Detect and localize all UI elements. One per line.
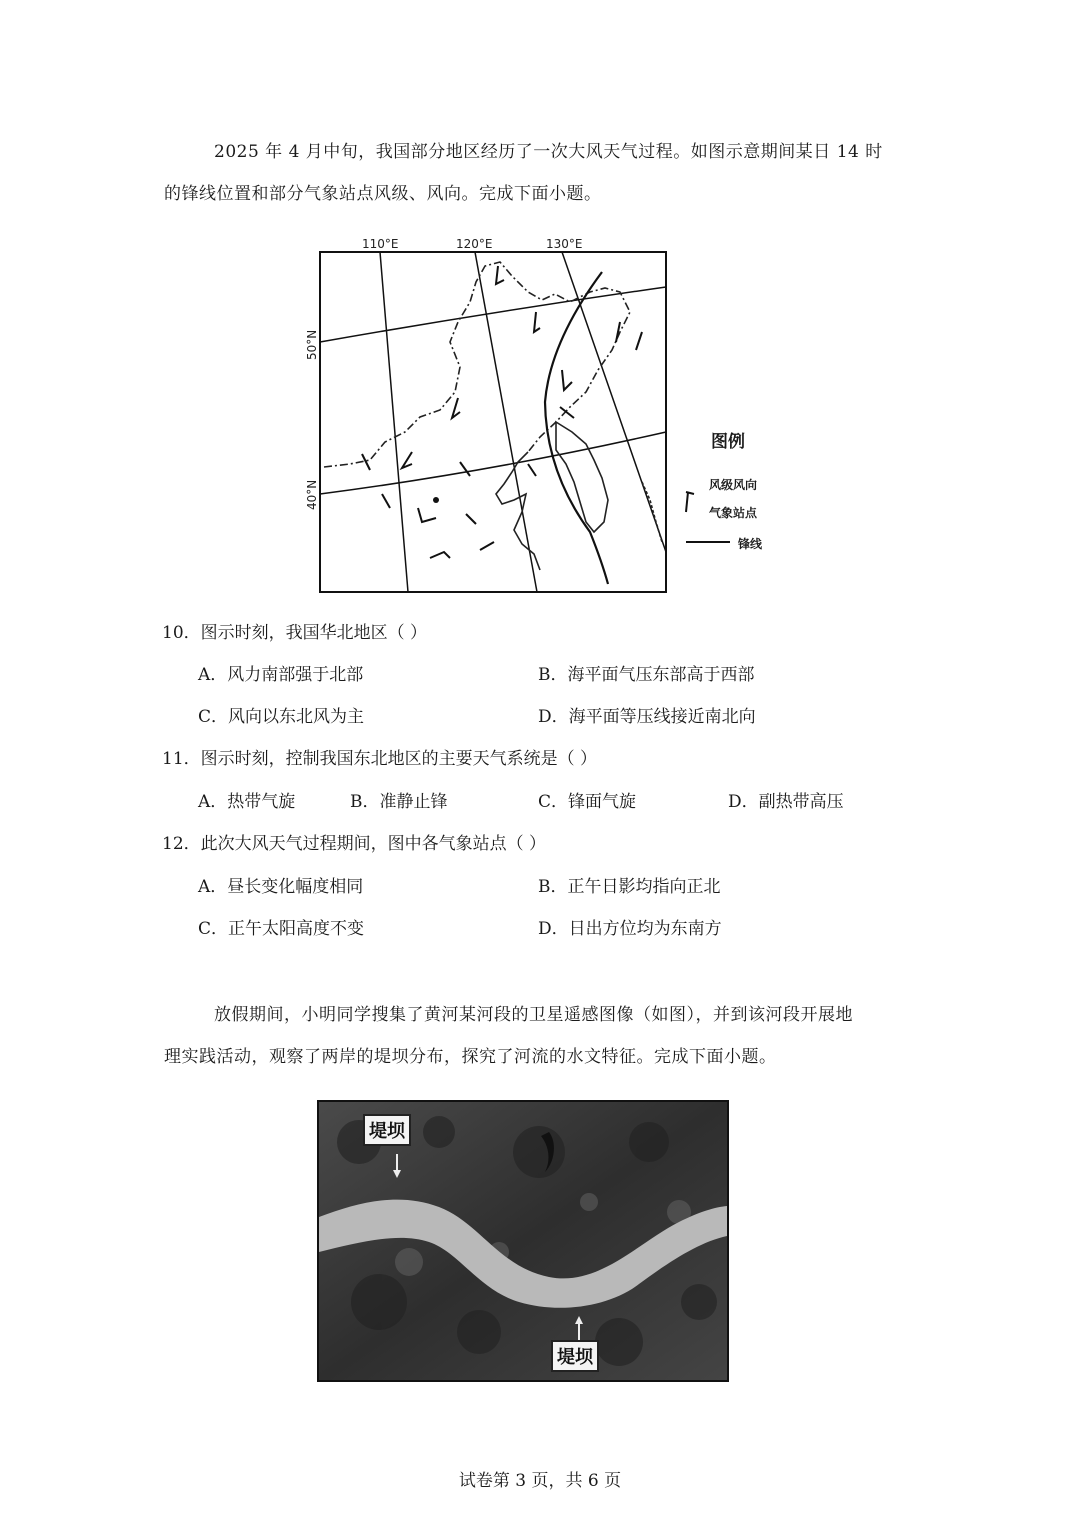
legend-station-label-1: 风级风向 <box>709 478 758 492</box>
legend-wind-barb-icon <box>686 492 694 512</box>
dam-label-top: 堤坝 <box>363 1114 411 1146</box>
question-12-option-c[interactable]: C．正午太阳高度不变 <box>198 919 365 939</box>
satellite-image <box>317 1100 729 1382</box>
intro-paragraph-2-line-2: 理实践活动，观察了两岸的堤坝分布，探究了河流的水文特征。完成下面小题。 <box>164 1047 777 1067</box>
lon-label-120e: 120°E <box>456 237 493 251</box>
dam-label-bottom: 堤坝 <box>551 1340 599 1372</box>
legend-title: 图例 <box>711 432 745 452</box>
question-10-option-c[interactable]: C．风向以东北风为主 <box>198 707 365 727</box>
lat-label-40n: 40°N <box>305 479 319 510</box>
question-10-stem: 10．图示时刻，我国华北地区（ ） <box>162 623 428 643</box>
lat-label-50n: 50°N <box>305 329 319 360</box>
lon-label-110e: 110°E <box>362 237 399 251</box>
legend-station-label-2: 气象站点 <box>709 506 758 520</box>
question-10-option-b[interactable]: B．海平面气压东部高于西部 <box>538 665 755 685</box>
question-10-option-a[interactable]: A．风力南部强于北部 <box>198 665 364 685</box>
question-11-option-c[interactable]: C．锋面气旋 <box>538 792 637 812</box>
lon-label-130e: 130°E <box>546 237 583 251</box>
question-12-stem: 12．此次大风天气过程期间，图中各气象站点（ ） <box>162 834 547 854</box>
question-12-option-b[interactable]: B．正午日影均指向正北 <box>538 877 721 897</box>
weather-map <box>290 232 800 602</box>
station-dot <box>433 497 439 503</box>
page-footer: 试卷第 3 页，共 6 页 <box>458 1471 622 1491</box>
question-11-stem: 11．图示时刻，控制我国东北地区的主要天气系统是（ ） <box>162 749 598 769</box>
legend-front-label: 锋线 <box>738 537 763 551</box>
question-12-option-d[interactable]: D．日出方位均为东南方 <box>538 919 722 939</box>
intro-paragraph-1-line-2: 的锋线位置和部分气象站点风级、风向。完成下面小题。 <box>164 184 602 204</box>
intro-paragraph-2-line-1: 放假期间，小明同学搜集了黄河某河段的卫星遥感图像（如图），并到该河段开展地 <box>214 1005 853 1025</box>
question-11-option-a[interactable]: A．热带气旋 <box>198 792 296 812</box>
intro-paragraph-1-line-1: 2025 年 4 月中旬，我国部分地区经历了一次大风天气过程。如图示意期间某日 14 时 <box>214 142 883 162</box>
question-11-option-b[interactable]: B．准静止锋 <box>350 792 448 812</box>
question-10-option-d[interactable]: D．海平面等压线接近南北向 <box>538 707 756 727</box>
map-frame <box>320 252 666 592</box>
question-12-option-a[interactable]: A．昼长变化幅度相同 <box>198 877 364 897</box>
question-11-option-d[interactable]: D．副热带高压 <box>728 792 844 812</box>
